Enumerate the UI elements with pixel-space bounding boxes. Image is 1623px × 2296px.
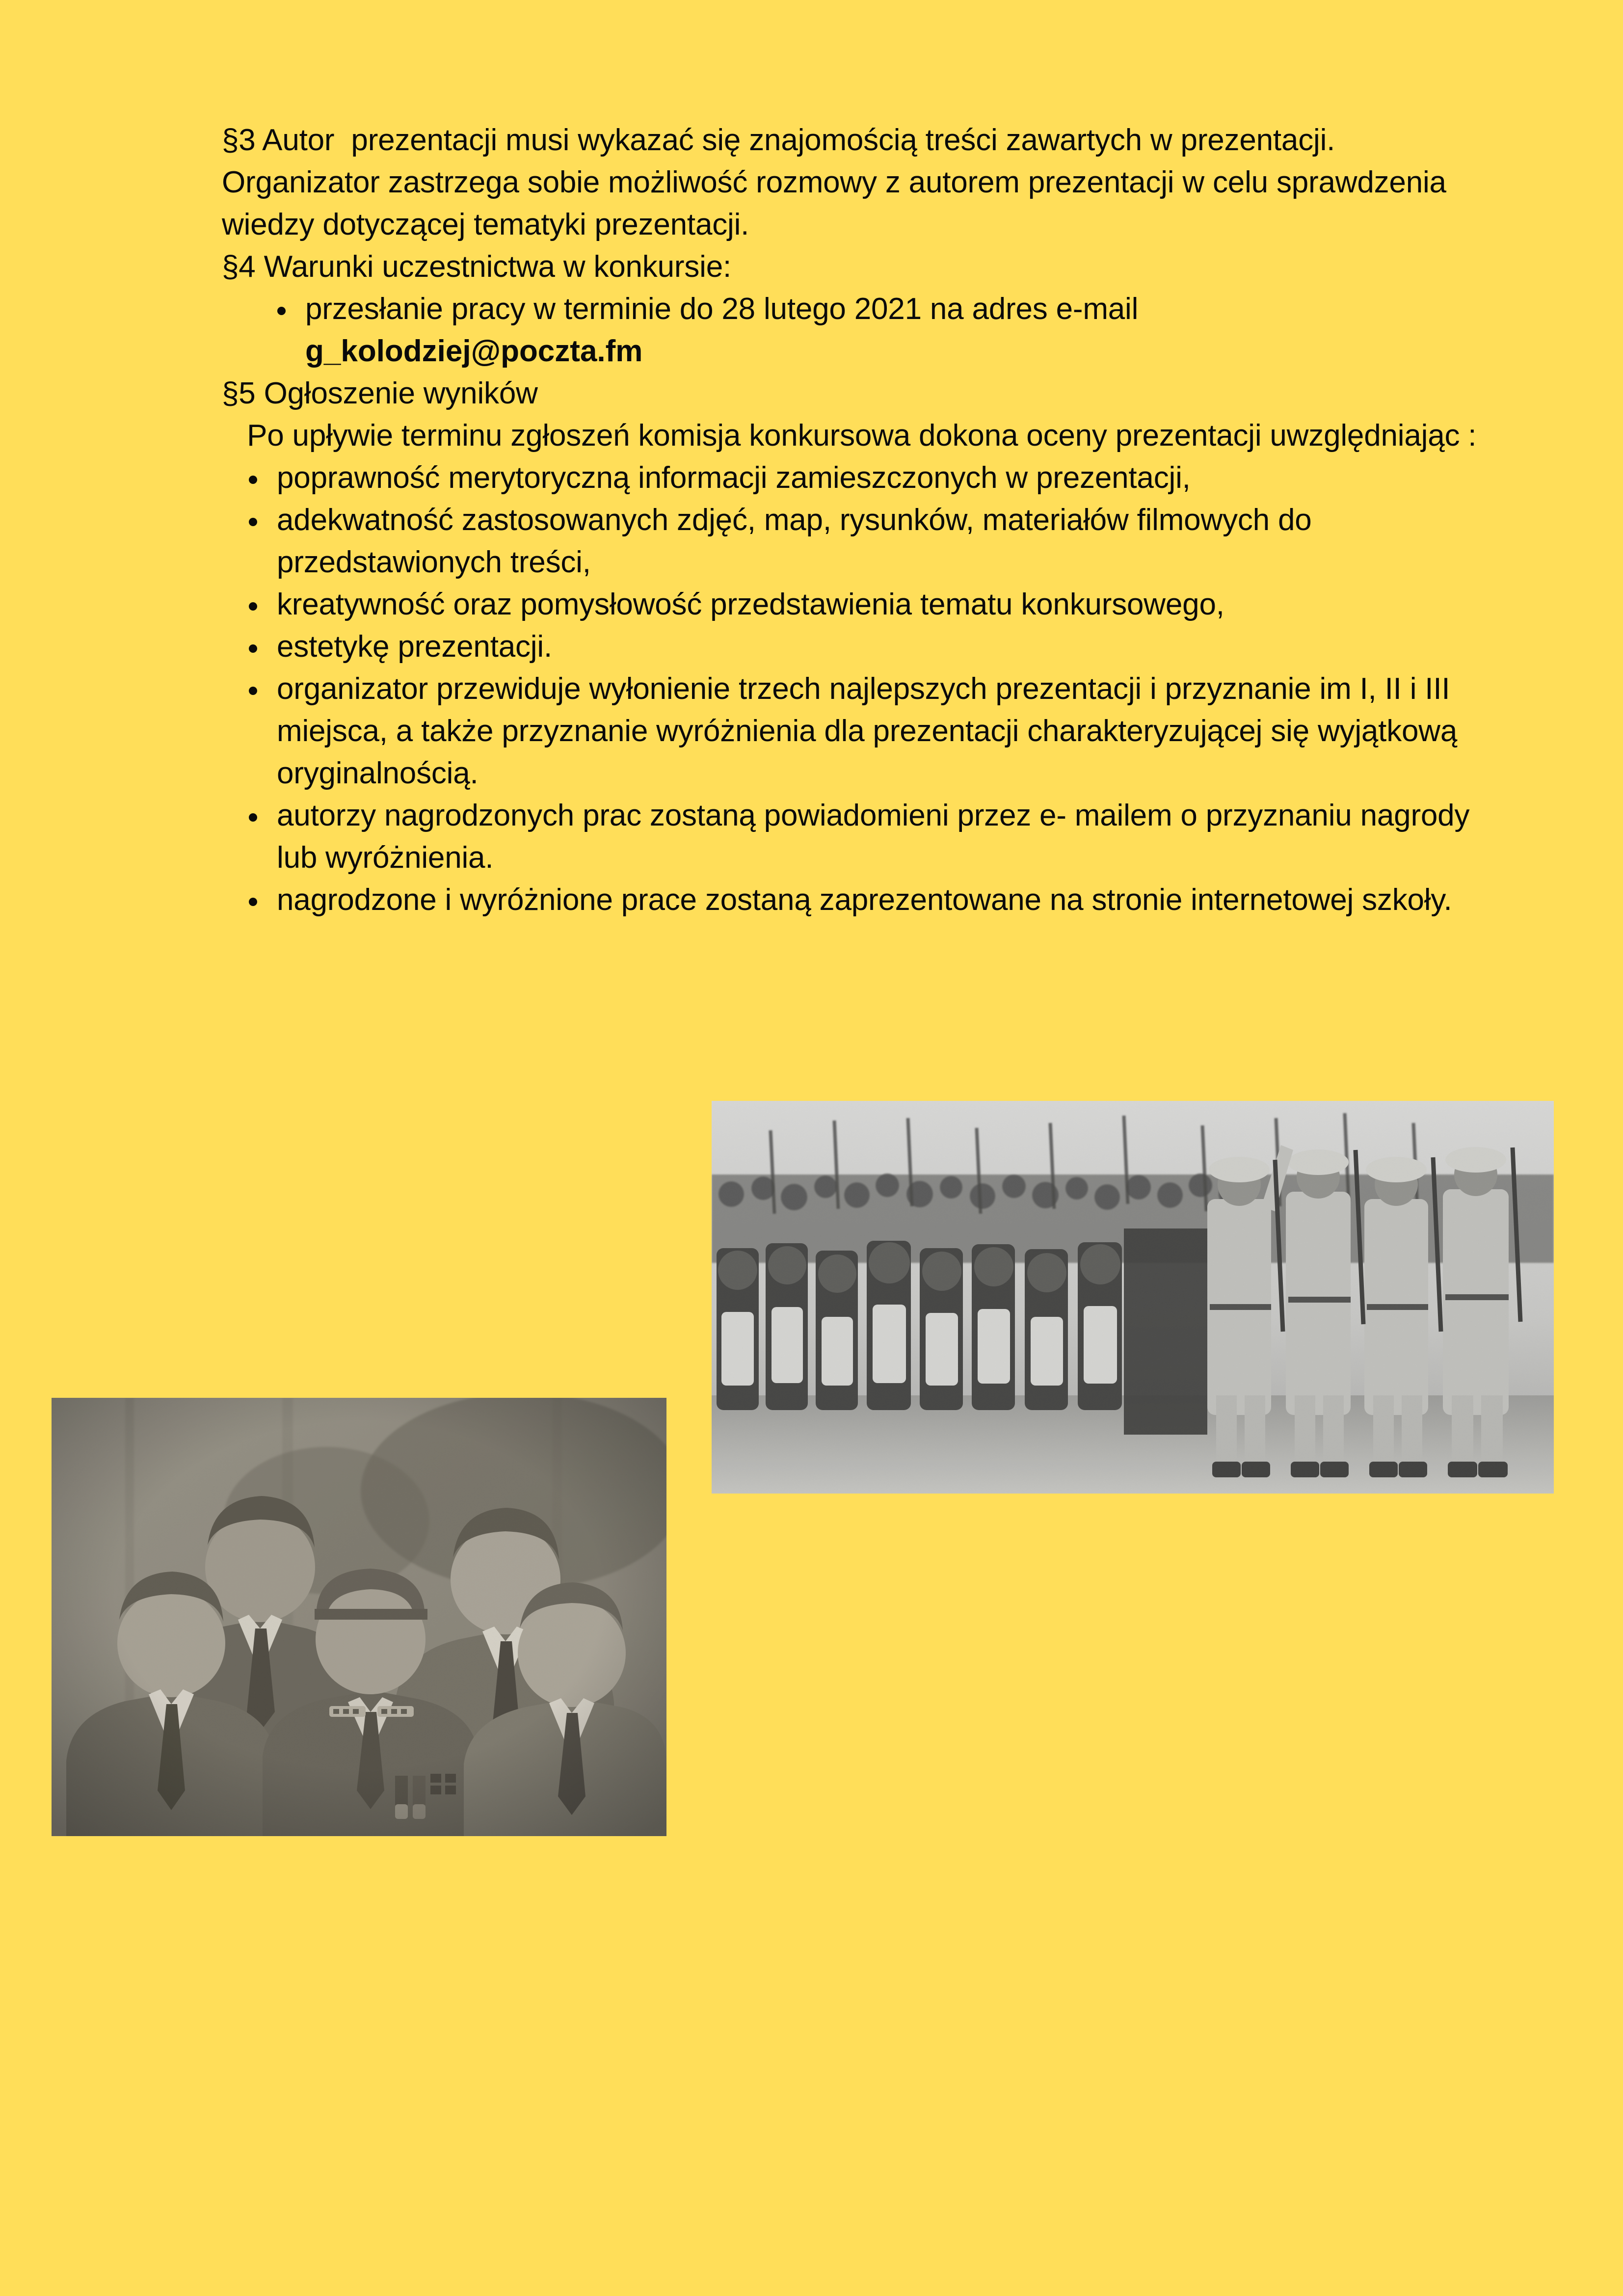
contact-email[interactable]: g_kolodziej@poczta.fm	[305, 334, 643, 368]
paragraph-section-5-intro: Po upływie terminu zgłoszeń komisja konkursowa dokona oceny prezentacji uwzględniając :	[222, 419, 1477, 453]
bullet-text: przesłanie pracy w terminie do 28 lutego 2021 na adres e-mail	[305, 292, 1139, 326]
list-item: poprawność merytoryczną informacji zamieszczonych w prezentacji,	[222, 457, 1488, 499]
paragraph-section-3: §3 Autor prezentacji musi wykazać się znajomością treści zawartych w prezentacji. Organizator zastrzega sobie możliwość rozmowy z autorem prezentacji w celu sprawdzenia wiedzy dotyczącej tematyki prezentacji.	[222, 123, 1455, 241]
list-item	[250, 288, 1488, 373]
list-item: adekwatność zastosowanych zdjęć, map, rysunków, materiałów filmowych do przedstawionych treści,	[222, 499, 1488, 584]
list-item: estetykę prezentacji.	[222, 626, 1488, 668]
list-item: nagrodzone i wyróżnione prace zostaną zaprezentowane na stronie internetowej szkoły.	[222, 879, 1488, 921]
historical-officers-group-portrait	[52, 1398, 666, 1836]
historical-crowd-photograph	[712, 1101, 1554, 1494]
list-item: organizator przewiduje wyłonienie trzech najlepszych prezentacji i przyznanie im I, II i III miejsca, a także przyznanie wyróżnienia dla prezentacji charakteryzującej się wyjątkową oryginalnością.	[222, 668, 1488, 795]
heading-section-4: §4 Warunki uczestnictwa w konkursie:	[222, 250, 732, 284]
document-text-body	[222, 119, 1488, 921]
heading-section-5: §5 Ogłoszenie wyników	[222, 376, 538, 410]
section-4-bullet-list	[222, 288, 1488, 373]
list-item: kreatywność oraz pomysłowość przedstawienia tematu konkursowego,	[222, 584, 1488, 626]
list-item: autorzy nagrodzonych prac zostaną powiadomieni przez e- mailem o przyznaniu nagrody lub wyróżnienia.	[222, 795, 1488, 879]
section-5-bullet-list	[222, 457, 1488, 921]
